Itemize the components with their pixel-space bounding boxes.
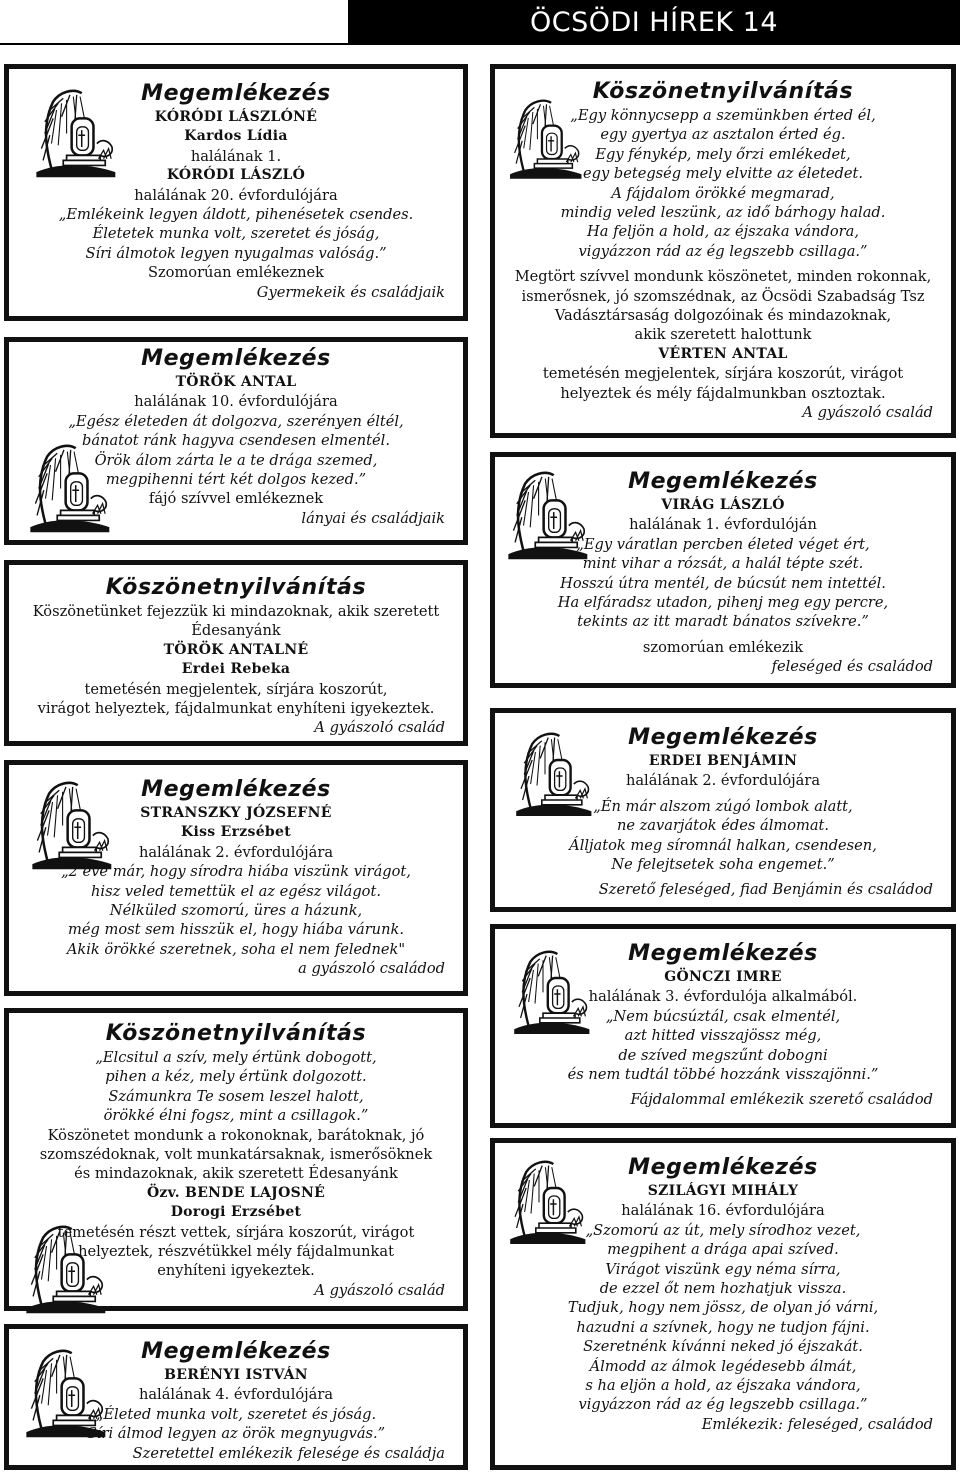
notice-line: enyhíteni igyekeztek. bbox=[157, 1262, 315, 1280]
notice-line: VIRÁG LÁSZLÓ bbox=[661, 497, 785, 513]
notice-line: szomszédoknak, volt munkatársaknak, ismerősöknek bbox=[39, 1146, 433, 1164]
notice-line: Emlékezik: feleséged, családod bbox=[701, 1415, 933, 1433]
notice-heading: Köszönetnyilvánítás bbox=[105, 1021, 367, 1046]
notice-line: GÖNCZI IMRE bbox=[664, 969, 782, 985]
notice-line: helyeztek, részvétükkel mély fájdalmunkat bbox=[78, 1243, 394, 1261]
notice-line: virágot helyeztek, fájdalmunkat enyhíteni igyekeztek. bbox=[37, 700, 435, 718]
notice-line: Özv. BENDE LAJOSNÉ bbox=[146, 1184, 326, 1201]
notice-line: Számunkra Te sosem leszel halott, bbox=[108, 1087, 364, 1105]
notice-heading: Megemlékezés bbox=[628, 469, 818, 494]
notice-line: Szerető feleséged, fiad Benjámin és családod bbox=[598, 881, 933, 899]
notice-line: halálának 1. bbox=[190, 147, 282, 165]
notice-line: VÉRTEN ANTAL bbox=[658, 345, 788, 362]
notice-line: A fájdalom örökké megmarad, bbox=[611, 184, 835, 202]
notice-line: vigyázzon rád az ég legszebb csillaga.” bbox=[578, 242, 868, 260]
notice-line: Édesanyánk bbox=[191, 622, 281, 640]
notice-line: A gyászoló család bbox=[802, 404, 933, 422]
notice-line: Tudjuk, hogy nem jössz, de olyan jó várni, bbox=[567, 1299, 879, 1317]
notice-torok-antal bbox=[4, 337, 468, 545]
notice-line: halálának 10. évfordulójára bbox=[134, 393, 338, 411]
notice-line: KÓRÓDI LÁSZLÓNÉ bbox=[154, 109, 318, 125]
notice-line: s ha eljön a hold, az éjszaka vándora, bbox=[585, 1377, 861, 1395]
notice-line: Álljatok meg síromnál halkan, csendesen, bbox=[569, 836, 877, 854]
notice-heading: Megemlékezés bbox=[628, 725, 818, 750]
notice-line: akik szeretett halottunk bbox=[634, 326, 812, 344]
notice-heading: Megemlékezés bbox=[141, 346, 331, 371]
notice-line: Erdei Rebeka bbox=[181, 661, 291, 678]
notice-berenyi bbox=[4, 1324, 468, 1470]
notice-line: temetésén részt vettek, sírjára koszorút, virágot bbox=[57, 1223, 415, 1241]
notice-line: de szíved megszűnt dobogni bbox=[618, 1046, 828, 1064]
notice-line: de ezzel őt nem hozhatjuk vissza. bbox=[599, 1280, 847, 1298]
notice-line: A gyászoló család bbox=[314, 719, 445, 737]
notice-line: „Én már alszom zúgó lombok alatt, bbox=[593, 797, 853, 815]
notice-line: tekints az itt maradt bánatos szívekre.” bbox=[577, 613, 869, 631]
notice-line: „Életed munka volt, szeretet és jóság. bbox=[95, 1405, 377, 1423]
notice-line: Szomorúan emlékeznek bbox=[147, 264, 325, 282]
notice-line: STRANSZKY JÓZSEFNÉ bbox=[140, 805, 332, 821]
notice-line: halálának 2. évfordulójára bbox=[625, 772, 821, 790]
notice-line: „2 éve már, hogy sírodra hiába viszünk virágot, bbox=[61, 863, 411, 881]
notice-verten bbox=[490, 64, 956, 438]
notice-erdei bbox=[490, 708, 956, 912]
notice-line: a gyászoló családod bbox=[298, 960, 445, 978]
notice-line: Szeretnénk kívánni neked jó éjszakát. bbox=[583, 1338, 863, 1356]
notice-line: halálának 2. évfordulójára bbox=[138, 843, 334, 861]
notice-line: halálának 16. évfordulójára bbox=[621, 1202, 825, 1220]
notice-heading: Megemlékezés bbox=[141, 81, 331, 106]
notice-gonczi bbox=[490, 924, 956, 1128]
notice-heading: Megemlékezés bbox=[141, 777, 331, 802]
notice-torok-antalne bbox=[4, 560, 468, 746]
notice-heading: Köszönetnyilvánítás bbox=[592, 79, 854, 104]
notice-line: Nélküled szomorú, üres a házunk, bbox=[109, 902, 363, 920]
notice-line: Síri álmotok legyen nyugalmas valóság.” bbox=[85, 244, 387, 262]
notice-line: és mindazoknak, akik szeretett Édesanyánk bbox=[74, 1165, 398, 1183]
notice-line: lányai és családjaik bbox=[301, 509, 445, 527]
notice-line: „Emlékeink legyen áldott, pihenésetek csendes. bbox=[58, 206, 414, 224]
notice-line: Virágot viszünk egy néma sírra, bbox=[605, 1260, 841, 1278]
notice-line: pihen a kéz, mely értünk dolgozott. bbox=[105, 1068, 367, 1086]
notice-heading: Megemlékezés bbox=[628, 1155, 818, 1180]
notice-line: Ha feljön a hold, az éjszaka vándora, bbox=[587, 223, 859, 241]
notice-line: „Egy váratlan percben életed véget ért, bbox=[576, 535, 870, 553]
notice-line: Életetek munka volt, szeretet és jóság, bbox=[92, 225, 380, 243]
notice-line: A gyászoló család bbox=[314, 1281, 445, 1299]
notice-line: még most sem hisszük el, hogy hiába várunk. bbox=[68, 921, 404, 939]
notice-line: KÓRÓDI LÁSZLÓ bbox=[166, 167, 306, 184]
notice-line: szomorúan emlékezik bbox=[642, 638, 804, 656]
notice-line: TÖRÖK ANTALNÉ bbox=[163, 641, 309, 658]
notice-line: feleséged és családod bbox=[771, 658, 933, 676]
notice-line: és nem tudtál többé hozzánk visszajönni.” bbox=[567, 1066, 879, 1084]
notice-line: halálának 3. évfordulója alkalmából. bbox=[588, 988, 858, 1006]
notice-line: megpihent a drága apai szíved. bbox=[607, 1241, 839, 1259]
notice-line: azt hitted visszajössz még, bbox=[624, 1027, 822, 1045]
notice-line: bánatot ránk hagyva csendesen elmentél. bbox=[82, 432, 390, 450]
notice-line: Vadásztársaság dolgozóinak és mindazoknak, bbox=[554, 307, 892, 325]
notice-line: egy gyertya az asztalon érted ég. bbox=[600, 126, 846, 144]
notice-stranszky bbox=[4, 760, 468, 996]
notice-line: Megtört szívvel mondunk köszönetet, minden rokonnak, bbox=[514, 268, 932, 286]
notice-bende bbox=[4, 1008, 468, 1311]
notice-line: ne zavarjátok édes álmomat. bbox=[616, 817, 830, 835]
notice-line: helyeztek és mély fájdalmunkban osztoztak. bbox=[560, 384, 886, 402]
notice-line: TÖRÖK ANTAL bbox=[175, 374, 297, 390]
notice-line: „Egy könnycsepp a szemünkben érted él, bbox=[570, 107, 876, 124]
notice-line: Dorogi Erzsébet bbox=[170, 1204, 302, 1221]
notice-line: BERÉNYI ISTVÁN bbox=[164, 1367, 308, 1383]
notice-heading: Köszönetnyilvánítás bbox=[105, 575, 367, 600]
notice-line: Egy fénykép, mely őrzi emlékedet, bbox=[595, 145, 851, 163]
notice-line: hazudni a szívnek, hogy ne tudjon fájni. bbox=[576, 1318, 870, 1336]
notice-virag bbox=[490, 452, 956, 688]
notice-line: Akik örökké szeretnek, soha el nem felednek" bbox=[66, 940, 406, 958]
notice-line: temetésén megjelentek, sírjára koszorút, bbox=[84, 680, 388, 698]
notice-line: Szeretettel emlékezik felesége és családja bbox=[132, 1444, 445, 1462]
notice-line: örökké élni fogsz, mint a csillagok.” bbox=[103, 1107, 369, 1125]
notice-line: Ne felejtsetek soha engemet.” bbox=[611, 856, 835, 874]
notice-line: megpihenni tért két dolgos kezed.” bbox=[105, 471, 367, 489]
notice-line: Álmodd az álmok legédesebb álmát, bbox=[589, 1357, 857, 1375]
notice-line: „Szomorú az út, mely sírodhoz vezet, bbox=[585, 1221, 861, 1239]
page-header bbox=[348, 0, 960, 45]
notice-line: Köszönetünket fejezzük ki mindazoknak, akik szeretett bbox=[32, 603, 440, 620]
notice-line: halálának 1. évfordulóján bbox=[629, 516, 817, 534]
notice-heading: Megemlékezés bbox=[628, 941, 818, 966]
notice-korodi bbox=[4, 64, 468, 321]
notice-line: temetésén megjelentek, sírjára koszorút, virágot bbox=[542, 365, 904, 383]
notice-line: „Elcsitul a szív, mely értünk dobogott, bbox=[95, 1049, 377, 1066]
notice-line: fájó szívvel emlékeznek bbox=[148, 490, 324, 508]
notice-line: Kardos Lídia bbox=[184, 128, 288, 145]
notice-line: egy betegség mely elvitte az életedet. bbox=[583, 165, 863, 183]
notice-line: mindig veled leszünk, az idő bárhogy halad. bbox=[560, 204, 886, 222]
notice-line: ERDEI BENJÁMIN bbox=[648, 753, 798, 769]
notice-line: Kiss Erzsébet bbox=[181, 824, 291, 841]
header-title: ÖCSÖDI HÍREK 14 bbox=[529, 7, 779, 38]
notice-line: halálának 20. évfordulójára bbox=[134, 186, 338, 204]
notice-line: „Nem búcsúztál, csak elmentél, bbox=[605, 1007, 841, 1025]
notice-line: Hosszú útra mentél, de búcsút nem intettél. bbox=[560, 574, 886, 592]
notice-line: ismerősnek, jó szomszédnak, az Öcsödi Szabadság Tsz bbox=[521, 287, 925, 305]
notice-line: Gyermekeik és családjaik bbox=[256, 283, 445, 301]
notice-line: halálának 4. évfordulójára bbox=[138, 1386, 334, 1404]
notice-line: Síri álmod legyen az örök megnyugvás.” bbox=[86, 1425, 386, 1443]
notice-line: Ha elfáradsz utadon, pihenj meg egy percre, bbox=[557, 594, 889, 612]
notice-line: mint vihar a rózsát, a halál tépte szét. bbox=[582, 555, 864, 573]
notice-line: hisz veled temettük el az egész világot. bbox=[91, 882, 381, 900]
notice-szilagyi bbox=[490, 1138, 956, 1470]
notice-line: Köszönetet mondunk a rokonoknak, barátoknak, jó bbox=[47, 1126, 425, 1144]
notice-line: vigyázzon rád az ég legszebb csillaga.” bbox=[578, 1396, 868, 1414]
notice-line: SZILÁGYI MIHÁLY bbox=[647, 1183, 799, 1199]
notice-line: Örök álom zárta le a te drága szemed, bbox=[94, 451, 378, 469]
notice-line: „Egész életeden át dolgozva, szerényen éltél, bbox=[68, 412, 404, 430]
notice-line: Fájdalommal emlékezik szerető családod bbox=[630, 1091, 933, 1109]
notice-heading: Megemlékezés bbox=[141, 1339, 331, 1364]
